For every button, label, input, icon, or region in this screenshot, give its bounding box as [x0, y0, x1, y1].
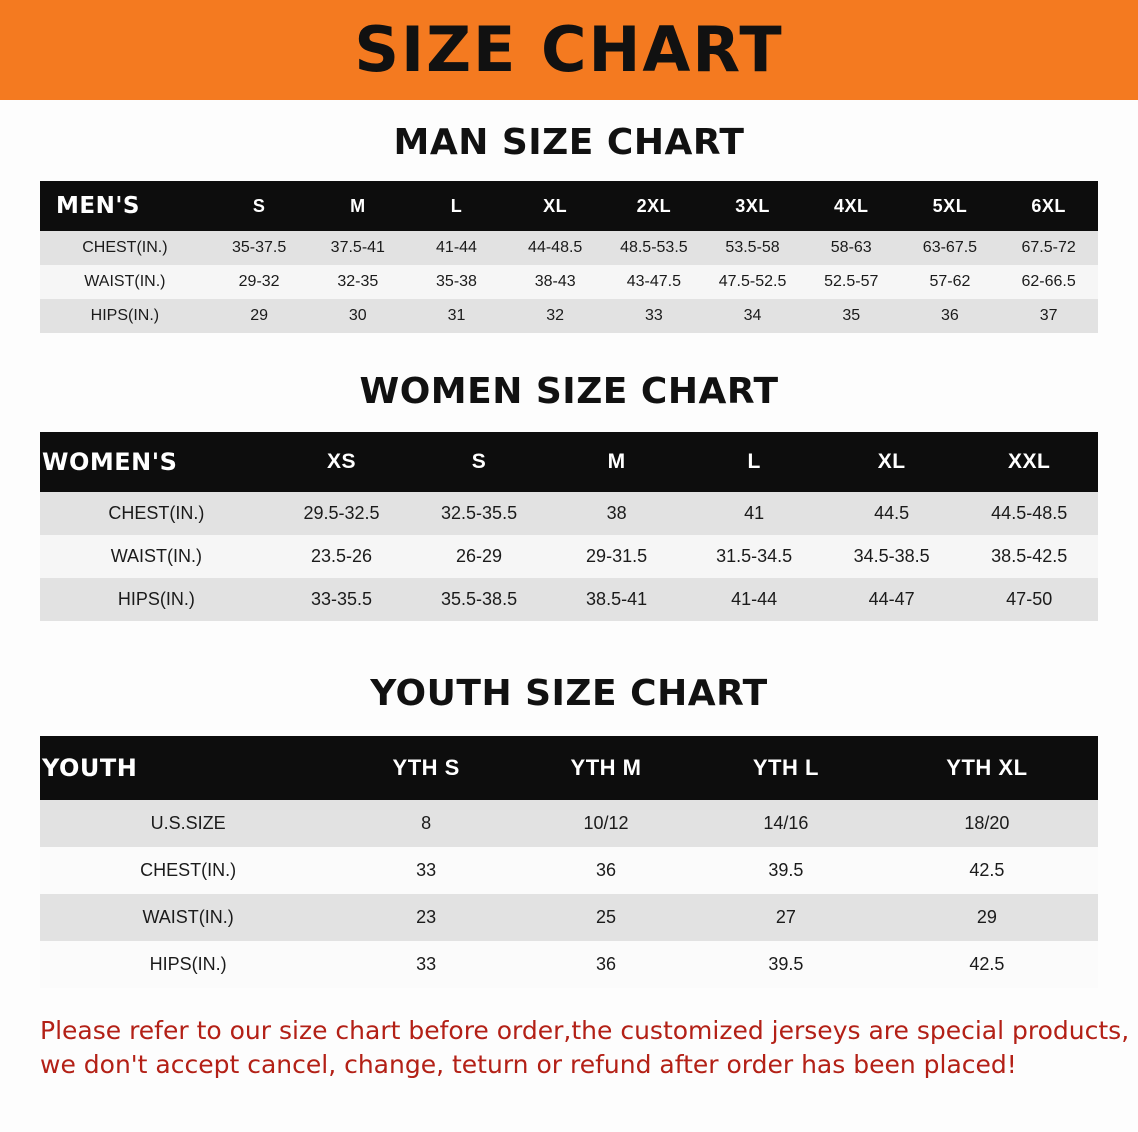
table-cell: 35.5-38.5	[441, 589, 518, 609]
table-cell: 48.5-53.5	[620, 239, 688, 256]
table-cell: 41-44	[731, 589, 778, 609]
table-cell: 26-29	[456, 546, 503, 566]
table-cell: 25	[596, 907, 617, 927]
row-label: U.S.SIZE	[150, 813, 226, 833]
table-cell: 33	[416, 860, 437, 880]
man-header-cell: S	[252, 195, 266, 216]
table-cell: 23.5-26	[310, 546, 373, 566]
row-label: HIPS(IN.)	[90, 307, 160, 324]
women-table-header	[40, 432, 1098, 492]
table-row	[40, 578, 1098, 621]
row-label: WAIST(IN.)	[84, 273, 166, 290]
table-row	[40, 894, 1098, 941]
table-cell: 29.5-32.5	[303, 503, 380, 523]
youth-table-header	[40, 736, 1098, 800]
table-row	[40, 800, 1098, 847]
table-cell: 67.5-72	[1021, 239, 1076, 256]
table-cell: 18/20	[964, 813, 1010, 833]
table-cell: 52.5-57	[824, 273, 879, 290]
table-cell: 31.5-34.5	[716, 546, 793, 566]
man-header-cell: XL	[543, 195, 568, 216]
youth-header-cell: YTH S	[392, 755, 460, 780]
women-header-cell: XXL	[1008, 450, 1051, 473]
women-header-cell: S	[471, 450, 487, 473]
women-header-cell: XS	[327, 450, 357, 473]
man-header-cell: 4XL	[833, 195, 869, 216]
row-label: HIPS(IN.)	[149, 954, 227, 974]
row-label: CHEST(IN.)	[140, 860, 237, 880]
women-header-cell: WOMEN'S	[42, 448, 178, 476]
table-row	[40, 941, 1098, 988]
women-section-title: WOMEN SIZE CHART	[359, 371, 779, 412]
man-header-cell: 6XL	[1031, 195, 1066, 216]
table-cell: 27	[775, 907, 796, 927]
row-label: WAIST(IN.)	[110, 546, 203, 566]
table-cell: 39.5	[768, 954, 804, 974]
youth-table-wrap	[0, 736, 1138, 988]
youth-header-cell: YTH M	[570, 755, 642, 780]
man-section-title: MAN SIZE CHART	[393, 122, 745, 163]
row-label: HIPS(IN.)	[117, 589, 195, 609]
table-row	[40, 265, 1098, 299]
table-cell: 34.5-38.5	[853, 546, 930, 566]
row-label: WAIST(IN.)	[142, 907, 234, 927]
table-cell: 42.5	[969, 860, 1005, 880]
women-table-wrap	[0, 432, 1138, 621]
table-cell: 38	[606, 503, 627, 523]
man-size-table	[40, 181, 1098, 333]
table-cell: 47-50	[1006, 589, 1053, 609]
table-cell: 10/12	[583, 813, 629, 833]
row-label: CHEST(IN.)	[82, 239, 168, 256]
table-cell: 38-43	[534, 273, 576, 290]
table-cell: 32	[546, 307, 565, 324]
table-row	[40, 847, 1098, 894]
table-cell: 57-62	[929, 273, 971, 290]
table-cell: 37	[1039, 307, 1058, 324]
table-row	[40, 535, 1098, 578]
row-label: CHEST(IN.)	[108, 503, 205, 523]
table-cell: 36	[596, 860, 617, 880]
youth-header-cell: YOUTH	[42, 754, 138, 782]
women-size-table	[40, 432, 1098, 621]
table-cell: 33	[416, 954, 437, 974]
table-cell: 14/16	[763, 813, 809, 833]
table-cell: 44-48.5	[528, 239, 583, 256]
table-cell: 53.5-58	[725, 239, 780, 256]
table-cell: 41-44	[436, 239, 477, 256]
table-cell: 31	[447, 307, 466, 324]
women-header-cell: M	[607, 450, 626, 473]
table-cell: 29-31.5	[586, 546, 648, 566]
table-cell: 42.5	[969, 954, 1005, 974]
table-cell: 34	[743, 307, 762, 324]
man-header-cell: 3XL	[735, 195, 770, 216]
table-row	[40, 299, 1098, 333]
table-cell: 62-66.5	[1021, 273, 1076, 290]
policy-note	[40, 1014, 1130, 1082]
women-header-cell: XL	[877, 450, 906, 473]
table-cell: 23	[416, 907, 437, 927]
table-cell: 35-37.5	[231, 239, 287, 256]
table-cell: 8	[421, 813, 432, 833]
table-cell: 44-47	[868, 589, 915, 609]
table-cell: 41	[744, 503, 765, 523]
table-cell: 36	[596, 954, 617, 974]
youth-header-cell: YTH L	[752, 755, 819, 780]
man-table-wrap	[0, 181, 1138, 333]
table-cell: 30	[348, 307, 367, 324]
table-cell: 33	[644, 307, 663, 324]
table-cell: 44.5-48.5	[991, 503, 1068, 523]
table-cell: 38.5-41	[586, 589, 648, 609]
table-cell: 29	[250, 307, 269, 324]
man-header-cell: 5XL	[932, 195, 968, 216]
youth-section-title: YOUTH SIZE CHART	[370, 673, 768, 714]
policy-note-line-2: we don't accept cancel, change, teturn or refund after order has been placed!	[40, 1049, 1017, 1079]
policy-note-line-1: Please refer to our size chart before order,the customized jerseys are special products,	[40, 1016, 1130, 1045]
table-cell: 58-63	[830, 239, 872, 256]
man-header-cell: 2XL	[636, 195, 672, 216]
table-row	[40, 492, 1098, 535]
table-cell: 36	[941, 307, 959, 324]
table-cell: 39.5	[768, 860, 804, 880]
table-cell: 47.5-52.5	[718, 273, 787, 290]
women-header-cell: L	[747, 450, 761, 473]
man-table-header	[40, 181, 1098, 231]
table-cell: 32.5-35.5	[441, 503, 518, 523]
table-cell: 32-35	[337, 273, 379, 290]
table-row	[40, 231, 1098, 265]
man-header-cell: M	[350, 195, 366, 216]
table-cell: 29	[976, 907, 997, 927]
table-cell: 33-35.5	[310, 589, 373, 609]
page-banner	[0, 0, 1138, 100]
table-cell: 35-38	[436, 273, 477, 290]
page-title: SIZE CHART	[354, 13, 784, 86]
table-cell: 38.5-42.5	[991, 546, 1068, 566]
man-header-cell: L	[450, 195, 463, 216]
youth-size-table	[40, 736, 1098, 988]
table-cell: 37.5-41	[330, 239, 385, 256]
table-cell: 43-47.5	[626, 273, 681, 290]
youth-header-cell: YTH XL	[946, 755, 1028, 780]
table-cell: 29-32	[238, 273, 280, 290]
man-header-cell: MEN'S	[56, 193, 140, 219]
table-cell: 35	[842, 307, 861, 324]
table-cell: 44.5	[874, 503, 910, 523]
table-cell: 63-67.5	[922, 239, 978, 256]
